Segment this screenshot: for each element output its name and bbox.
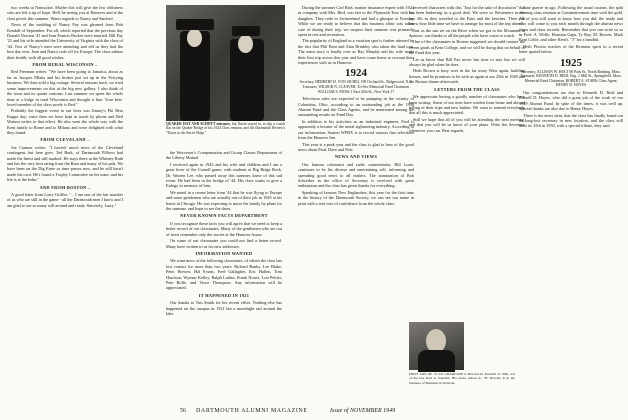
paragraph: Speaking of famous New Englanders, this year for the first time in the history of the Dartmouth Society, we can see our name in print with a real vote of confidence from the whole class.	[298, 189, 414, 206]
person-face	[238, 35, 253, 53]
paragraph: We appreciate having a goodly number of classmates who have been writing. Some of our men have written from home and abroad telling of their trips and new babies. We want to remind everybody that all this is much appreciated.	[409, 94, 525, 116]
hat-shape	[176, 19, 214, 30]
text-column-2	[166, 150, 282, 397]
text-column-1	[7, 5, 123, 397]
paragraph: Let us know that Bill Fay never has time to stay but we will always be glad when he does.	[409, 56, 525, 68]
portrait-suit	[418, 350, 455, 372]
paragraph: June guerre in ago. Following the usual custom, the split evening class reunion at Commencement time with the gold. All of you will want to know how you did, the ready and who will come to you each month through the alumni news items and class records. Remember that you can write us as in Fred. A. Wolfe, Houston Gaps, Ty Ray, M. Bowen, Mark Kent Coble, and other Kent's. "J" for a handful.	[519, 5, 623, 43]
person-face	[187, 29, 202, 47]
paragraph: During the summer Carl Bird, marine insurance expert with 1924 in company with Mrs. Bird, was fair to the Plymouth Tour with his daughter. They rode to Switzerland and had a glimpse at Norway. While we are ready to believe that this business affair was taken care of during their trip, we suspect their summer was primarily spent in rest and recreation.	[298, 5, 414, 38]
paragraph: I received again in 1943 and his wife and children and I am a great lover of the Cornell game, with students at Big Ridge Rock. Dr. Warren Lee, who passed away this summer, knew of this sad event. He had been in the bridge of '44. His class wants to give a Eulogy in memory of him.	[166, 161, 282, 189]
paragraph: A good letter from Larry Griffin: "... I am one of the fair number of us who are still in the game - all the Dartmouth men I know and I am glad to see so many still around and ready. Sincerely, Larry."	[7, 192, 123, 208]
paragraph: Our thanks to Tim Smith for his recent effort. Nothing else has happened on the campus in 1921 but a moonlight sail around the lake.	[166, 300, 282, 316]
section-heading: LETTERS FROM THE CLASS	[434, 86, 500, 92]
section-heading: NEVER KNOWN FACTS DEPARTMENT	[180, 213, 268, 219]
paragraph: Herb Brown is busy over in the far away West again, building houses, and he promises to be with us again at our 25th in 1949 and the Boston dinner afterwards.	[409, 68, 525, 85]
paragraph: Still we hope that all of you will be attending the next meeting, and that you will let us know of your plans. Write the Secretary whenever you can. Best regards.	[409, 116, 525, 133]
page-footer	[0, 404, 628, 418]
magazine-title: DARTMOUTH ALUMNI MAGAZINE	[196, 408, 308, 414]
paragraph: the Worcester's Compensation and Group Claims Department of the Liberty Mutual.	[166, 150, 282, 161]
paragraph: There is the news item, that the class has finally found out its long-lost secretary in new location, and the class will have its 25th in 1950, with a special tribute, they said.	[519, 112, 623, 129]
paragraph: If you recognize these facts you will agree that we need to keep a better record of our classmates. Many of the gentlemen who are out of town remember only the stories at the Hanover house.	[166, 220, 282, 237]
paragraph: two weeks at Nantucket. Maybe this will give the few oldtimers who are left a tip of hope. He'll be seeing you at Hanover and at the class picnic this summer. Warm regards to Nancy and Sanford.	[7, 5, 123, 21]
paragraph: This year is a peak year and the class is glad to hear of the good news about Paul, Dave and Pete.	[298, 141, 414, 152]
section-heading: INFORMATION WANTED	[195, 250, 253, 256]
text-column-4	[409, 5, 525, 317]
paragraph: Probably the biggest event in our lives was Jimmy's Phi Beta Kappa day; since then we have kept in touch by phone and Red Watson writes to that effect. He also went the whole way with the Kent family to Rome and to Milano and were delighted with what they found.	[7, 108, 123, 135]
paragraph: Our congratulations are due to Kenneth D. Reid and Russell D. Hayes, who did a great job of the work of our 1949 Alumni Fund. In spite of the times, it was well up. Special thanks are also due to Henry Hayes.	[519, 90, 623, 112]
class-officers: Secretary, ALLISON W. HOLT 68 Park St., North Reading, Mass. Treasurer, KENNETH D. REID, Eng. 1 Mill St., Springfield, Mass. Memorial Fund Chairman, ROBERT A. STARK Class Agent, HENRY D. HAYES	[520, 69, 622, 88]
section-heading: NEWS AND VIEWS	[334, 154, 378, 160]
text-column-5	[519, 5, 623, 397]
hat-shape	[232, 26, 260, 36]
caption-text: but David stayed in, to slip a crutch flat on the Quaker Bridge of his 1924 Class reunion, and the Dartmouth Review's "Down in the Sea in Ships."	[166, 122, 286, 135]
caption-lead: QUAKER HAT AND SCHOTT entrance,	[166, 122, 231, 126]
paragraph: News of the wedding of Nancy Fay was gleaned from Bob Kendall of September. For all, which reported that the previous day Donald Newton '41 and Jean Francis Becker were married. Bill Fay '21 and his wife attended the University of Virginia with the class of '44. Two of Nancy's men were attending and tell us they had the best day ever. Jean and Nancy rode off for Europe. The class salutes their health, with all good wishes.	[7, 22, 123, 60]
paragraph: Our famous columnist and radio commentator, Bill Lurie, continues to be his diverse and entertaining self, informing and spreading good news to all readers. The nomination of Bob Schreiber in the office of Secretary is received with great enthusiasm and the class has given thanks for everything.	[298, 161, 414, 189]
paragraph: Television sales are expected to be pumping in the vicinity of Columbus, Ohio, according to an outstanding job at the 1949 Alumni Fund and the Class Agents, and be mentioned among the outstanding results on Fund Day.	[298, 96, 414, 118]
paragraph: Just as the sun set on the River when we got to the Mountain in Spencer, our thanks to all the people who have come to watch.	[409, 27, 525, 39]
paragraph: Herb Pivotto reaches of the Reunion spirit in a recent letter quoted below.	[519, 43, 623, 55]
paragraph: Red Freeman writes: "We have been going to Jamaica, about as far as Jacques Mlatts and his broker just set up in the Ferrying business. We then sold a big cottage. Several seasons back, we tried some improvements on this at the big new gallery. I also think of the town and its quaint customs. Last summer we spent the whole time at a lodge in rural Wisconsin and thought it fine. Your best-loved member of the class surely is Red."	[7, 69, 123, 107]
section-heading: IT HAPPENED IN 1921	[198, 292, 250, 298]
paragraph: Joe Cannon writes: "I haven't much news of the Cleveland contingent, but here goes. Ted Bark, of Dartmouth Pillows had made the finest and still marked. He stays there at the Whitney Ruth and has the very best rating from the Ram and many of his pals. We have been on the Dig Ernie as time passes now, and he still hasn't made his own. He's found a Trophy Committee on his team, and his life is at the helm."	[7, 144, 123, 183]
class-officers: Secretary, HERBERT H. VON SICHEL 198 Orchard St., Ridgewood, N. J. Treasurer, WILBUR N. CLEAVER, Tri-Sec Memorial Fund Chairman, WILLIAM S. MOSS 1 East 45th St., New York 17	[299, 80, 413, 94]
class-photo	[166, 5, 285, 121]
paragraph: received characters with this "Just for the sake of discussion" that has been bothering us a good deal. We were so Westerners in the late 30s as they traveled to the Fairs and the beaches. Then you know how little time we have to arrange for most of the trip ahead.	[409, 5, 525, 27]
photo-caption	[166, 122, 285, 135]
portrait-caption: FIRST SON OF '25 TO GRADUATE is Howard D. Kendall of 1949, son of the late Karl A. Kendall. His uncle, Albert A. "D" Rowely is in the business of Business in Vermont.	[409, 372, 515, 385]
page-number: 56	[180, 408, 186, 414]
text-column-3	[298, 5, 414, 397]
portrait-photo	[409, 322, 464, 370]
paragraph: We noted in a recent letter from '44 that he was flying to Europe and some gentlemen who are actually out of their job in 1945 at his home in Chicago. He was expecting to move his family by plane for the summer, and hope to see the dates.	[166, 189, 282, 212]
paragraph: We want news of the following classmates, of whom the class has lost contact for more than two years: Richard Banks, Lee Blake, Peter Brewer, Hal Evans, Fred Gallagher, Eric Hallen, Tom Harrison, Wyman Kelley, Ralph Larkin, Frank Norris, Lon Peltier, Pete Rolfe, and Vince Thompson. Any information will be appreciated.	[166, 258, 282, 291]
class-year-heading: 1925	[560, 56, 582, 69]
section-heading: FROM CLEVELAND –	[40, 137, 90, 143]
section-heading: FROM RURAL WISCONSIN –	[32, 62, 98, 68]
section-heading: AND FROM BOSTON –	[39, 184, 91, 190]
paragraph: One of the classmates in Boston suggested we should contact the recent grads at Kent College, and we will be doing that on behalf of the Fund this year.	[409, 39, 525, 56]
class-year-heading: 1924	[345, 67, 367, 80]
paragraph: The popularity of England as a vacation spot is further attested by the fact that Phil Bent and Alan Brinkley also taken the land tour. The main story is hardly over as Ray Murphy and his wife made their first trip across this year and have come home to recount their experiences with us in Hanover.	[298, 38, 414, 66]
paragraph: In addition to his activities as an industrial engineer, Fred is apparently a booster of the aerial sightseeing industry. According to our information, Station WFRX is to record various fine selections from the Hanover Inn.	[298, 118, 414, 141]
paragraph: On some of our classmates you could not find a better record. Many have written to us for new addresses.	[166, 238, 282, 249]
issue-date: Issue of NOVEMBER 1949	[330, 408, 396, 414]
